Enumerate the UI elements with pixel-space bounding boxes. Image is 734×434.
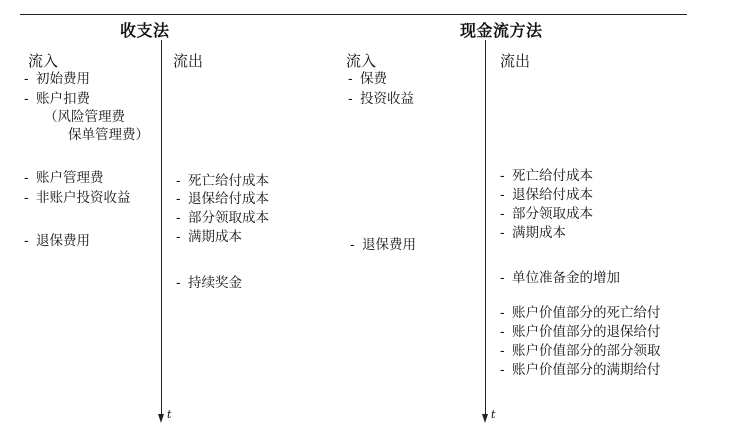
right-inflow-item: - 投资收益 xyxy=(348,91,414,107)
left-inflow-item: - 账户扣费 xyxy=(24,91,90,107)
left-time-label: t xyxy=(167,408,172,421)
right-inflow-item: - 保费 xyxy=(348,71,387,87)
left-outflow-item: - 持续奖金 xyxy=(176,275,242,291)
right-time-axis xyxy=(485,40,486,416)
right-axis-arrow-icon xyxy=(482,414,488,423)
right-outflow-item: - 死亡给付成本 xyxy=(500,168,593,184)
right-outflow-item: - 单位准备金的增加 xyxy=(500,270,620,286)
left-outflow-item: - 死亡给付成本 xyxy=(176,173,269,189)
left-inflow-item: - 退保费用 xyxy=(24,233,90,249)
left-outflow-item: - 满期成本 xyxy=(176,229,242,245)
top-rule xyxy=(20,14,687,15)
left-outflow-item: - 部分领取成本 xyxy=(176,210,269,226)
left-axis-arrow-icon xyxy=(158,414,164,423)
right-inflow-item: - 退保费用 xyxy=(350,237,416,253)
left-inflow-subitem: 保单管理费） xyxy=(68,127,149,143)
left-inflow-item: - 账户管理费 xyxy=(24,170,104,186)
left-outflow-item: - 退保给付成本 xyxy=(176,191,269,207)
left-inflow-item: - 初始费用 xyxy=(24,71,90,87)
right-outflow-item: - 账户价值部分的部分领取 xyxy=(500,343,661,359)
right-outflow-item: - 满期成本 xyxy=(500,225,566,241)
right-method-title: 现金流方法 xyxy=(460,21,543,40)
right-outflow-item: - 部分领取成本 xyxy=(500,206,593,222)
left-inflow-subitem: （风险管理费 xyxy=(44,109,125,125)
left-time-axis xyxy=(161,40,162,416)
right-inflow-header: 流入 xyxy=(346,52,377,70)
left-method-title: 收支法 xyxy=(120,21,170,40)
left-outflow-header: 流出 xyxy=(173,52,204,70)
left-inflow-item: - 非账户投资收益 xyxy=(24,190,131,206)
right-outflow-header: 流出 xyxy=(500,52,531,70)
right-outflow-item: - 账户价值部分的满期给付 xyxy=(500,362,661,378)
right-outflow-item: - 账户价值部分的死亡给付 xyxy=(500,305,661,321)
right-outflow-item: - 账户价值部分的退保给付 xyxy=(500,324,661,340)
left-inflow-header: 流入 xyxy=(28,52,59,70)
right-outflow-item: - 退保给付成本 xyxy=(500,187,593,203)
right-time-label: t xyxy=(491,408,496,421)
